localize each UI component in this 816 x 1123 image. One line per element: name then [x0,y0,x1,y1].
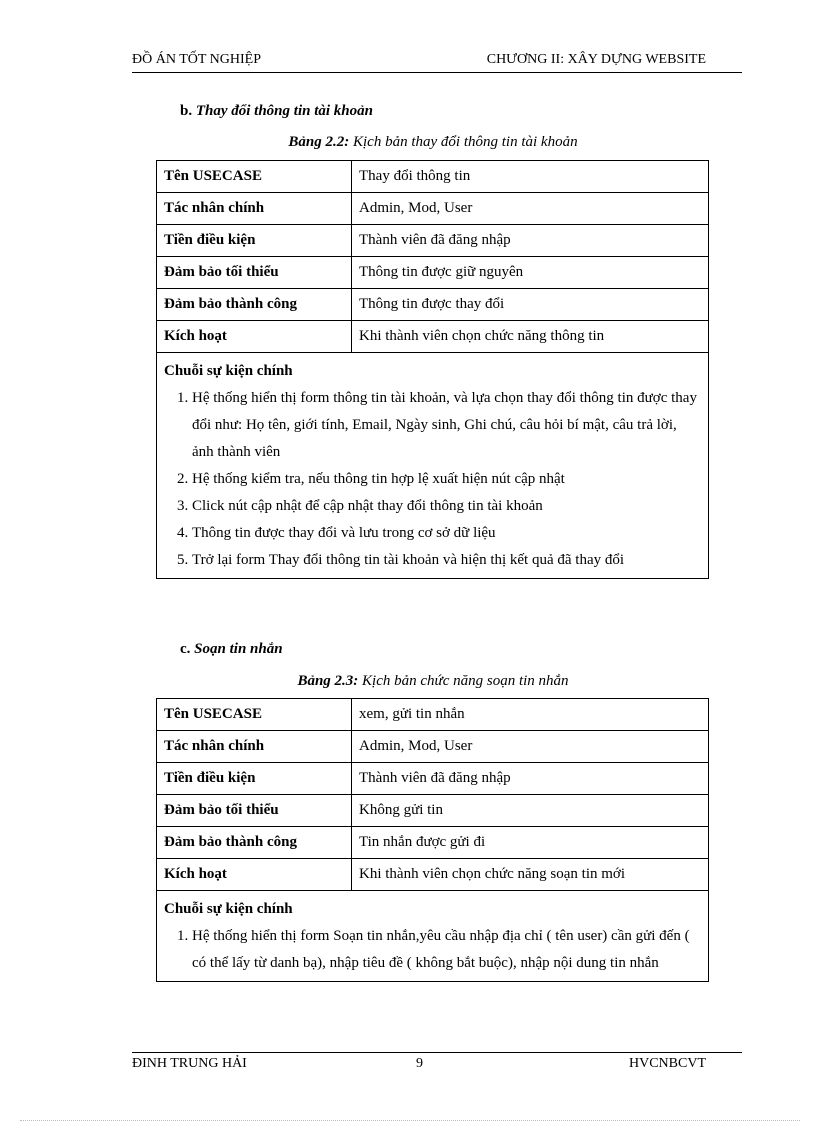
row-value: Thành viên đã đăng nhập [352,763,709,795]
main-flow-cell [157,891,709,982]
table-2-2 [156,160,709,579]
main-flow-steps [164,385,701,574]
section-c-title: Soạn tin nhắn [194,641,283,657]
table-row [157,731,709,763]
table-row [157,795,709,827]
row-key: Tiền điều kiện [157,763,352,795]
table-2-2-body [157,161,709,579]
table-2-3-caption-label: Bảng 2.3: [297,673,359,689]
table-row [157,225,709,257]
row-key: Tiền điều kiện [157,225,352,257]
row-value: Admin, Mod, User [352,731,709,763]
row-key: Kích hoạt [157,321,352,353]
section-b-heading [180,103,373,120]
main-flow-title: Chuỗi sự kiện chính [164,363,293,379]
table-row [157,289,709,321]
row-key: Đảm bảo thành công [157,289,352,321]
list-item: 4. Thông tin được thay đổi và lưu trong cơ sở dữ liệu [192,520,701,547]
table-2-2-caption [0,134,816,151]
header-left: ĐỒ ÁN TỐT NGHIỆP [132,52,261,67]
section-b-title: Thay đổi thông tin tài khoản [195,103,373,119]
table-row [157,321,709,353]
row-value: Thành viên đã đăng nhập [352,225,709,257]
header-right: CHƯƠNG II: XÂY DỰNG WEBSITE [486,52,706,67]
page-number: 9 [416,1056,423,1071]
table-2-3-caption [0,673,816,690]
row-value: Thông tin được thay đổi [352,289,709,321]
table-row [157,161,709,193]
row-key: Tác nhân chính [157,731,352,763]
table-row [157,193,709,225]
table-row [157,257,709,289]
row-key: Kích hoạt [157,859,352,891]
section-b-number: b. [180,103,193,119]
row-key: Tên USECASE [157,161,352,193]
table-2-3 [156,698,709,982]
table-row [157,699,709,731]
list-item: 5. Trở lại form Thay đổi thông tin tài khoản và hiện thị kết quả đã thay đổi [192,547,701,574]
table-row [157,353,709,579]
main-flow-cell [157,353,709,579]
footer-org: HVCNBCVT [628,1056,706,1071]
main-flow-title: Chuỗi sự kiện chính [164,901,293,917]
page-header [132,52,742,73]
list-item: 1. Hệ thống hiển thị form thông tin tài khoản, và lựa chọn thay đổi thông tin được thay đổi như: Họ tên, giới tính, Email, Ngày sinh, Ghi chú, câu hỏi bí mật, câu trả lời, ảnh thành viên [192,385,701,466]
table-2-2-caption-text: Kịch bản thay đổi thông tin tài khoản [353,134,578,150]
row-key: Tác nhân chính [157,193,352,225]
page-footer [132,1052,742,1075]
section-c-number: c. [180,641,191,657]
row-value: Không gửi tin [352,795,709,827]
row-value: Admin, Mod, User [352,193,709,225]
row-value: Thông tin được giữ nguyên [352,257,709,289]
row-value: Khi thành viên chọn chức năng soạn tin mới [352,859,709,891]
page-bottom-divider [20,1120,800,1121]
row-value: xem, gửi tin nhắn [352,699,709,731]
table-2-2-caption-label: Bảng 2.2: [288,134,350,150]
section-c-heading [180,641,283,658]
list-item: 3. Click nút cập nhật để cập nhật thay đổi thông tin tài khoản [192,493,701,520]
row-key: Đảm bảo tối thiểu [157,795,352,827]
row-value: Khi thành viên chọn chức năng thông tin [352,321,709,353]
table-2-3-body [157,699,709,982]
table-row [157,763,709,795]
row-key: Đảm bảo tối thiểu [157,257,352,289]
row-value: Thay đổi thông tin [352,161,709,193]
footer-author: ĐINH TRUNG HẢI [132,1056,247,1071]
main-flow-steps [164,923,701,977]
row-value: Tin nhắn được gửi đi [352,827,709,859]
table-2-3-caption-text: Kịch bản chức năng soạn tin nhắn [362,673,569,689]
row-key: Tên USECASE [157,699,352,731]
list-item: 1. Hệ thống hiển thị form Soạn tin nhắn,yêu cầu nhập địa chỉ ( tên user) cần gửi đến ( có thể lấy từ danh bạ), nhập tiêu đề ( không bắt buộc), nhập nội dung tin nhắn [192,923,701,977]
list-item: 2. Hệ thống kiểm tra, nếu thông tin hợp lệ xuất hiện nút cập nhật [192,466,701,493]
table-row [157,827,709,859]
row-key: Đảm bảo thành công [157,827,352,859]
table-row [157,859,709,891]
table-row [157,891,709,982]
